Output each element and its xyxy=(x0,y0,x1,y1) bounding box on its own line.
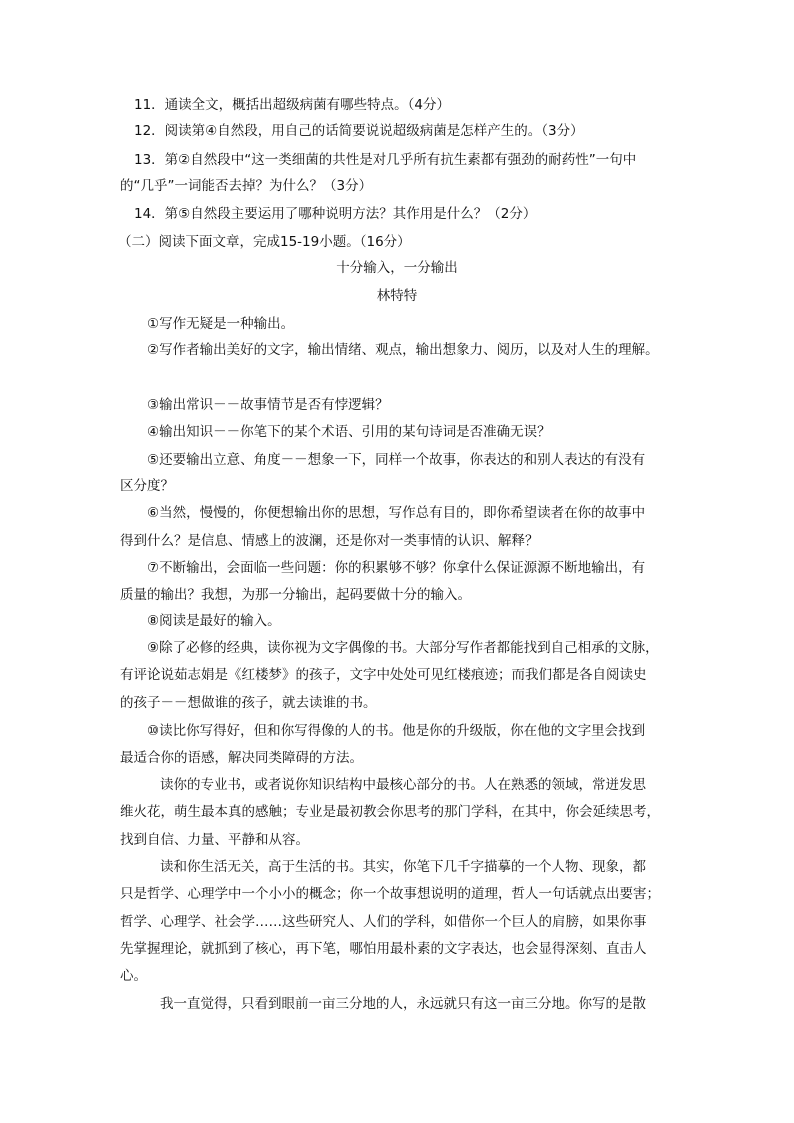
article-author: 林特特 xyxy=(376,288,418,304)
paragraph-12-line-2: 只是哲学、心理学中一个小小的概念；你一个故事想说明的道理，哲人一句话就点出要害； xyxy=(120,886,660,902)
paragraph-8: ⑧阅读是最好的输入。 xyxy=(147,613,281,629)
paragraph-3: ③输出常识－－故事情节是否有悖逻辑？ xyxy=(147,397,389,413)
paragraph-13: 我一直觉得，只看到眼前一亩三分地的人，永远就只有这一亩三分地。你写的是散 xyxy=(160,996,646,1012)
paragraph-5-line-2: 区分度？ xyxy=(120,478,174,494)
article-title: 十分输入，一分输出 xyxy=(336,260,458,276)
paragraph-6: ⑥当然，慢慢的，你便想输出你的思想，写作总有目的，即你希望读者在你的故事中 xyxy=(147,505,646,521)
paragraph-12: 读和你生活无关，高于生活的书。其实，你笔下几千字描摹的一个人物、现象，都 xyxy=(160,859,646,875)
paragraph-5: ⑤还要输出立意、角度－－想象一下，同样一个故事，你表达的和别人表达的有没有 xyxy=(147,452,646,468)
paragraph-11-line-3: 找到自信、力量、平静和从容。 xyxy=(120,832,309,848)
paragraph-7-line-2: 质量的输出？我想，为那一分输出，起码要做十分的输入。 xyxy=(120,587,471,603)
paragraph-11: 读你的专业书，或者说你知识结构中最核心部分的书。人在熟悉的领域，常迸发思 xyxy=(160,777,646,793)
paragraph-1: ①写作无疑是一种输出。 xyxy=(147,316,295,332)
paragraph-6-line-2: 得到什么？是信息、情感上的波澜，还是你对一类事情的认识、解释？ xyxy=(120,533,539,549)
paragraph-10-line-2: 最适合你的语感，解决同类障碍的方法。 xyxy=(120,750,363,766)
paragraph-9-line-3: 的孩子－－想做谁的孩子，就去读谁的书。 xyxy=(120,695,377,711)
paragraph-9: ⑨除了必修的经典，读你视为文字偶像的书。大部分写作者都能找到自己相承的文脉， xyxy=(147,640,659,656)
paragraph-9-line-2: 有评论说茹志娟是《红楼梦》的孩子，文字中处处可见红楼痕迹；而我们都是各自阅读史 xyxy=(120,667,647,683)
paragraph-12-line-5: 心。 xyxy=(120,968,147,984)
paragraph-2: ②写作者输出美好的文字，输出情绪、观点，输出想象力、阅历，以及对人生的理解。 xyxy=(147,342,659,358)
paragraph-10: ⑩读比你写得好，但和你写得像的人的书。他是你的升级版，你在他的文字里会找到 xyxy=(147,723,646,739)
paragraph-12-line-3: 哲学、心理学、社会学……这些研究人、人们的学科，如借你一个巨人的肩膀，如果你事 xyxy=(120,914,647,930)
section-header: （二）阅读下面文章，完成15-19小题。（16分） xyxy=(118,234,411,250)
question-12: 12．阅读第④自然段，用自己的话简要说说超级病菌是怎样产生的。（3分） xyxy=(134,123,584,139)
paragraph-12-line-4: 先掌握理论，就抓到了核心，再下笔，哪怕用最朴素的文字表达，也会显得深刻、直击人 xyxy=(120,941,647,957)
question-13-continued: 的“几乎”一词能否去掉？为什么？（3分） xyxy=(120,178,373,194)
question-14: 14．第⑤自然段主要运用了哪种说明方法？其作用是什么？（2分） xyxy=(134,206,537,222)
paragraph-4: ④输出知识－－你笔下的某个术语、引用的某句诗词是否准确无误？ xyxy=(147,424,551,440)
paragraph-7: ⑦不断输出，会面临一些问题：你的积累够不够？你拿什么保证源源不断地输出，有 xyxy=(147,560,646,576)
question-11: 11．通读全文，概括出超级病菌有哪些特点。（4分） xyxy=(134,97,451,113)
question-13: 13．第②自然段中“这一类细菌的共性是对几乎所有抗生素都有强劲的耐药性”一句中 xyxy=(134,152,637,168)
paragraph-11-line-2: 维火花，萌生最本真的感触；专业是最初教会你思考的那门学科，在其中，你会延续思考， xyxy=(120,804,660,820)
